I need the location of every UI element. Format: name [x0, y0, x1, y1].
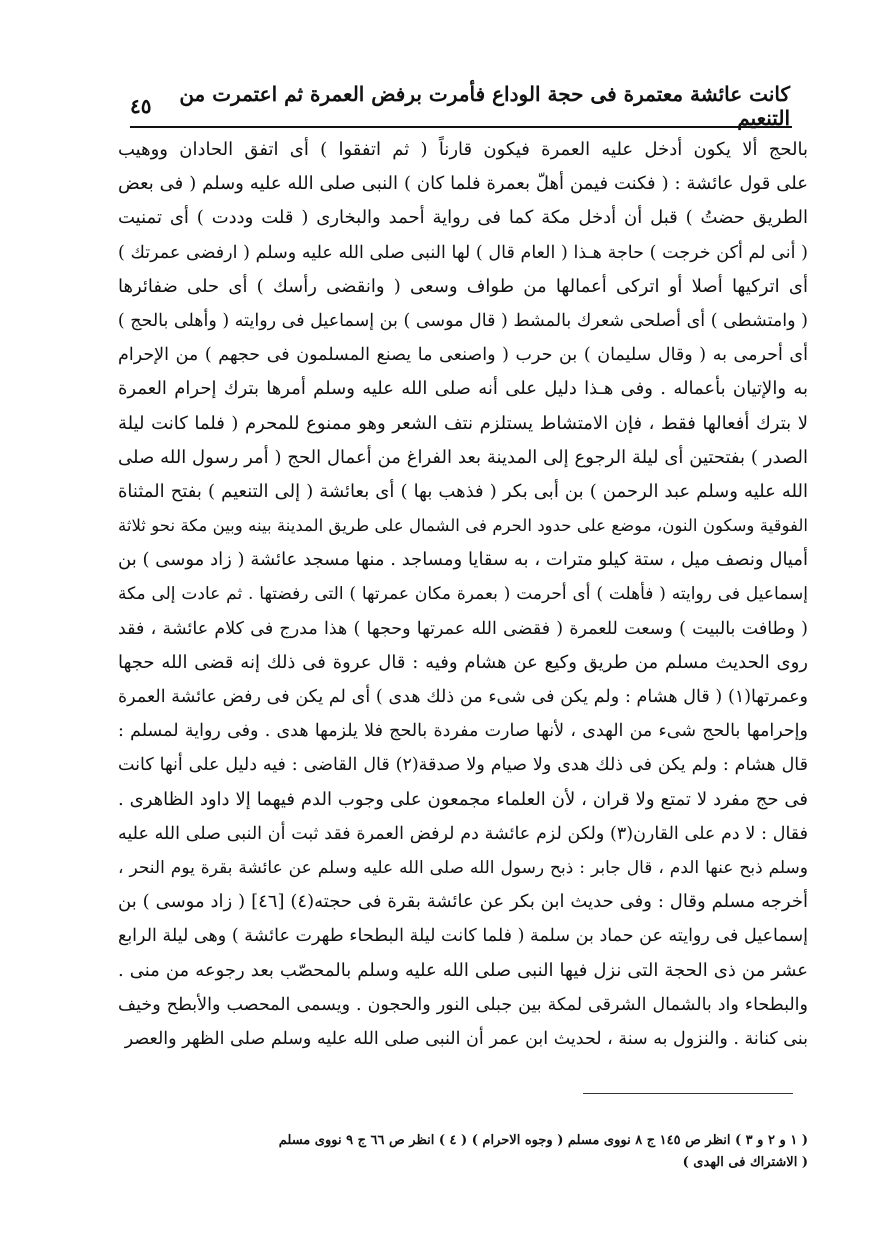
text-line: فى حج مفرد لا تمتع ولا قران ، لأن العلماء مجمعون على وجوب الدم فيهما إلا داود الظاهرى . [118, 788, 808, 810]
header-rule [130, 126, 792, 128]
text-line: الطريق حضتُ ) قبل أن أدخل مكة كما فى رواية أحمد والبخارى ( قلت وددت ) أى تمنيت [118, 207, 808, 229]
footnote-line: ( ١ و ٢ و ٣ ) انظر ص ١٤٥ ج ٨ نووى مسلم ( وجوه الاحرام ) ( ٤ ) انظر ص ٦٦ ج ٩ نووى مسلم [278, 1133, 808, 1148]
text-line: قال هشام : ولم يكن فى ذلك هدى ولا صيام ولا صدقة(٢) قال القاضى : فيه دليل على أنها كانت [118, 755, 808, 776]
running-header [130, 82, 790, 130]
footnotes [118, 1130, 808, 1174]
footnote-rule [583, 1093, 793, 1094]
text-line: على قول عائشة : ( فكنت فيمن أهلّ بعمرة فلما كان ) النبى صلى الله عليه وسلم ( فى بعض [118, 173, 808, 195]
text-line: لا بترك أفعالها فقط ، فإن الامتشاط يستلزم نتف الشعر وهو ممنوع للمحرم ( فلما كانت ليلة [118, 412, 808, 434]
text-line: بالحج ألا يكون أدخل عليه العمرة فيكون قارناً ( ثم اتفقوا ) أى اتفق الحادان ووهيب [118, 139, 808, 160]
text-line: والبطحاء واد بالشمال الشرقى لمكة بين جبلى النور والحجون . ويسمى المحصب والأبطح وخيف [118, 994, 808, 1015]
text-line: أميال ونصف ميل ، ستة كيلو مترات ، به سقايا ومساجد . منها مسجد عائشة ( زاد موسى ) بن [118, 549, 808, 571]
text-line: وإحرامها بالحج شىء من الهدى ، لأنها صارت مفردة بالحج فلا يلزمها هدى . وفى رواية لمسلم : [118, 721, 808, 742]
text-line: الصدر ) بفتحتين أى ليلة الرجوع إلى المدينة بعد الفراغ من أعمال الحج ( أمر رسول الله صلى [118, 446, 808, 468]
text-line: ( وطافت بالبيت ) وسعت للعمرة ( فقضى الله عمرتها وحجها ) هذا مدرج فى كلام عائشة ، فقد [118, 618, 808, 639]
text-line: أى اتركيها أصلا أو اتركى أعمالها من طواف وسعى ( وانقضى رأسك ) أى حلى ضفائرها [118, 275, 808, 297]
body-text [118, 133, 808, 1056]
text-line: ( وامتشطى ) أى أصلحى شعرك بالمشط ( قال موسى ) بن إسماعيل فى روايته ( وأهلى بالحج ) [118, 310, 808, 331]
text-line: أخرجه مسلم وقال : وفى حديث ابن بكر عن عائشة بقرة فى حجته(٤) [٤٦] ( زاد موسى ) بن [118, 891, 808, 913]
text-line: روى الحديث مسلم من طريق وكيع عن هشام وفيه : قال عروة فى ذلك إنه قضى الله حجها [118, 651, 808, 673]
text-line: ( أنى لم أكن خرجت ) حاجة هـذا ( العام قال ) لها النبى صلى الله عليه وسلم ( ارفضى عمرتك ) [118, 242, 808, 263]
text-line: إسماعيل فى روايته عن حماد بن سلمة ( فلما كانت ليلة البطحاء طهرت عائشة ) وهى ليلة الرابع [118, 926, 808, 947]
text-line: الله عليه وسلم عبد الرحمن ) بن أبى بكر ( فذهب بها ) أى بعائشة ( إلى التنعيم ) بفتح المثناة [118, 480, 808, 502]
text-line: أى أحرمى به ( وقال سليمان ) بن حرب ( واصنعى ما يصنع المسلمون فى حجهم ) من الإحرام [118, 345, 808, 366]
text-line: وعمرتها(١) ( قال هشام : ولم يكن فى شىء من ذلك هدى ) أى لم يكن فى رفض عائشة العمرة [118, 687, 808, 707]
text-line: وسلم ذبح عنها الدم ، قال جابر : ذبح رسول الله صلى الله عليه وسلم عن عائشة بقرة يوم النحر ، [118, 857, 808, 878]
text-line: به والإتيان بأعماله . وفى هـذا دليل على أنه صلى الله عليه وسلم أمرها بترك إحرام العمرة [118, 378, 808, 400]
page-number: ٤٥ [130, 94, 152, 118]
text-line: فقال : لا دم على القارن(٣) ولكن لزم عائشة دم لرفض العمرة فقد ثبت أن النبى صلى الله عليه [118, 823, 808, 844]
text-line: عشر من ذى الحجة التى نزل فيها النبى صلى الله عليه وسلم بالمحصّب بعد رجوعه من منى . [118, 959, 808, 981]
text-line: إسماعيل فى روايته ( فأهلت ) أى أحرمت ( بعمرة مكان عمرتها ) التى رفضتها . ثم عادت إلى مكة [118, 584, 808, 605]
text-line: الفوقية وسكون النون، موضع على حدود الحرم فى الشمال على طريق المدينة بينه وبين مكة نحو ثلاثة [118, 516, 808, 536]
text-line: بنى كنانة . والنزول به سنة ، لحديث ابن عمر أن النبى صلى الله عليه وسلم صلى الظهر والعصر [124, 1028, 808, 1049]
footnote-line: ( الاشتراك فى الهدى ) [682, 1155, 808, 1170]
header-title: كانت عائشة معتمرة فى حجة الوداع فأمرت برفض العمرة ثم اعتمرت من التنعيم [179, 82, 790, 130]
